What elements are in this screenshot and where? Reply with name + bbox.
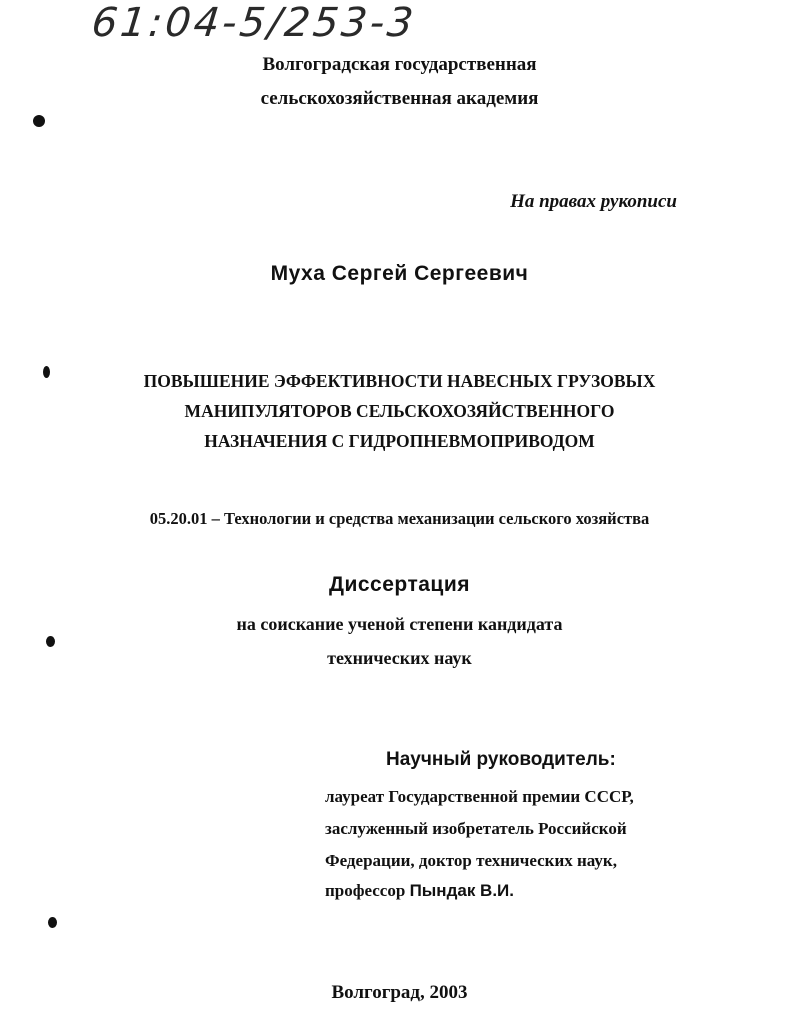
supervisor-name: Пындак В.И. — [409, 881, 514, 900]
institution-line-2: сельскохозяйственная академия — [260, 88, 539, 109]
supervisor-line-2: заслуженный изобретатель Российской — [325, 819, 627, 838]
specialty: 05.20.01 – Технологии и средства механизации сельского хозяйства — [149, 509, 650, 528]
city-year: Волгоград, 2003 — [331, 982, 468, 1003]
scan-mark — [33, 115, 45, 127]
institution-line-1: Волгоградская государственная — [262, 54, 537, 75]
degree-line-1: на соискание ученой степени кандидата — [236, 614, 563, 634]
title-line-1: ПОВЫШЕНИЕ ЭФФЕКТИВНОСТИ НАВЕСНЫХ ГРУЗОВЫХ — [143, 371, 656, 391]
supervisor-line-1: лауреат Государственной премии СССР, — [325, 787, 634, 806]
title-line-3: НАЗНАЧЕНИЯ С ГИДРОПНЕВМОПРИВОДОМ — [204, 431, 595, 451]
author-name: Муха Сергей Сергеевич — [270, 262, 529, 285]
scan-mark — [46, 636, 55, 647]
supervisor-heading: Научный руководитель: — [386, 749, 616, 770]
scan-mark — [48, 917, 57, 928]
manuscript-rights: На правах рукописи — [510, 191, 677, 212]
title-line-2: МАНИПУЛЯТОРОВ СЕЛЬСКОХОЗЯЙСТВЕННОГО — [184, 401, 615, 421]
supervisor-line-3: Федерации, доктор технических наук, — [325, 851, 617, 870]
supervisor-title: профессор — [325, 881, 406, 900]
supervisor-line-4 — [325, 881, 514, 901]
document-type: Диссертация — [329, 573, 470, 596]
archive-stamp: 61:04-5/253-3 — [89, 0, 419, 46]
degree-line-2: технических наук — [327, 648, 472, 668]
